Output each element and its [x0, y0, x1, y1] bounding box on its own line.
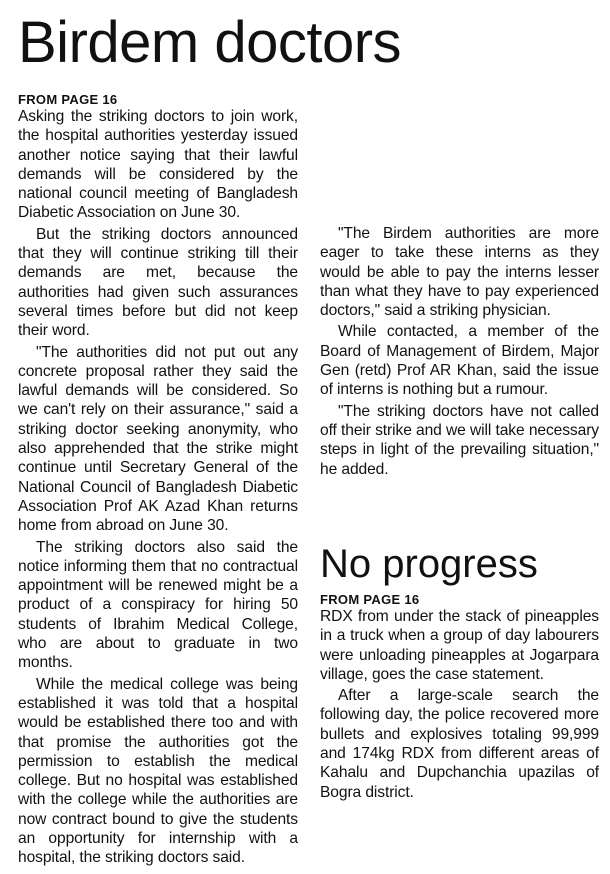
article-headline: Birdem doctors — [18, 10, 402, 75]
article-paragraph: RDX from under the stack of pineapples in a truck when a group of day labourers were unloading pineapples at Jogarpara village, goes the case statement. — [320, 608, 599, 683]
article-paragraph: Asking the striking doctors to join work, the hospital authorities yesterday issued another notice saying that their lawful demands will be considered by the national council meeting of Bangladesh Diabetic Association on June 30. — [18, 108, 298, 222]
article-paragraph: After a large-scale search the following day, the police recovered more bullets and explosives totaling 99,999 and 174kg RDX from different areas of Kahalu and Dupchanchia upazilas of Bogra district. — [320, 687, 599, 801]
article-paragraph: But the striking doctors announced that they will continue striking till their demands are met, because the authorities had given such assurances several times before but did not keep their word. — [18, 225, 298, 340]
article-paragraph: The striking doctors also said the notice informing them that no contractual appointment will be renewed might be a product of a conspiracy for hiring 50 students of Ibrahim Medical College, who are about to graduate in two months. — [18, 538, 298, 672]
article-paragraph: "The authorities did not put out any concrete proposal rather they said the lawful demands will be considered. So we can't rely on their assurance," said a striking doctor seeking anonymity, who also apprehended that the strike might continue until Secretary General of the National Council of Bangladesh Diabetic Association Prof AK Azad Khan returns home from abroad on June 30. — [18, 343, 298, 535]
continued-from-label: FROM PAGE 16 — [320, 592, 420, 607]
article-column-left — [18, 92, 298, 867]
article-paragraph: "The Birdem authorities are more eager to take these interns as they would be able to pay the interns lesser than what they have to pay experienced doctors," said a striking physician. — [320, 225, 599, 320]
article-column-right — [320, 92, 599, 479]
second-article — [320, 540, 599, 802]
article-paragraph: "The striking doctors have not called off their strike and we will take necessary steps in light of the prevailing situation," he added. — [320, 402, 599, 478]
article-paragraph: While contacted, a member of the Board of Management of Birdem, Major Gen (retd) Prof AR Khan, said the issue of interns is nothing but a rumour. — [320, 323, 599, 399]
second-article-headline: No progress — [320, 542, 538, 586]
article-paragraph-continues: While the medical college was being established it was told that a hospital would be established there too and with that promise the authorities got the permission to establish the medical college. But no hospital was established with the college while the authorities are now contract bound to give the students an opportunity for internship with a hospital, the striking doctors said. — [18, 675, 298, 867]
continued-from-label: FROM PAGE 16 — [18, 92, 118, 107]
